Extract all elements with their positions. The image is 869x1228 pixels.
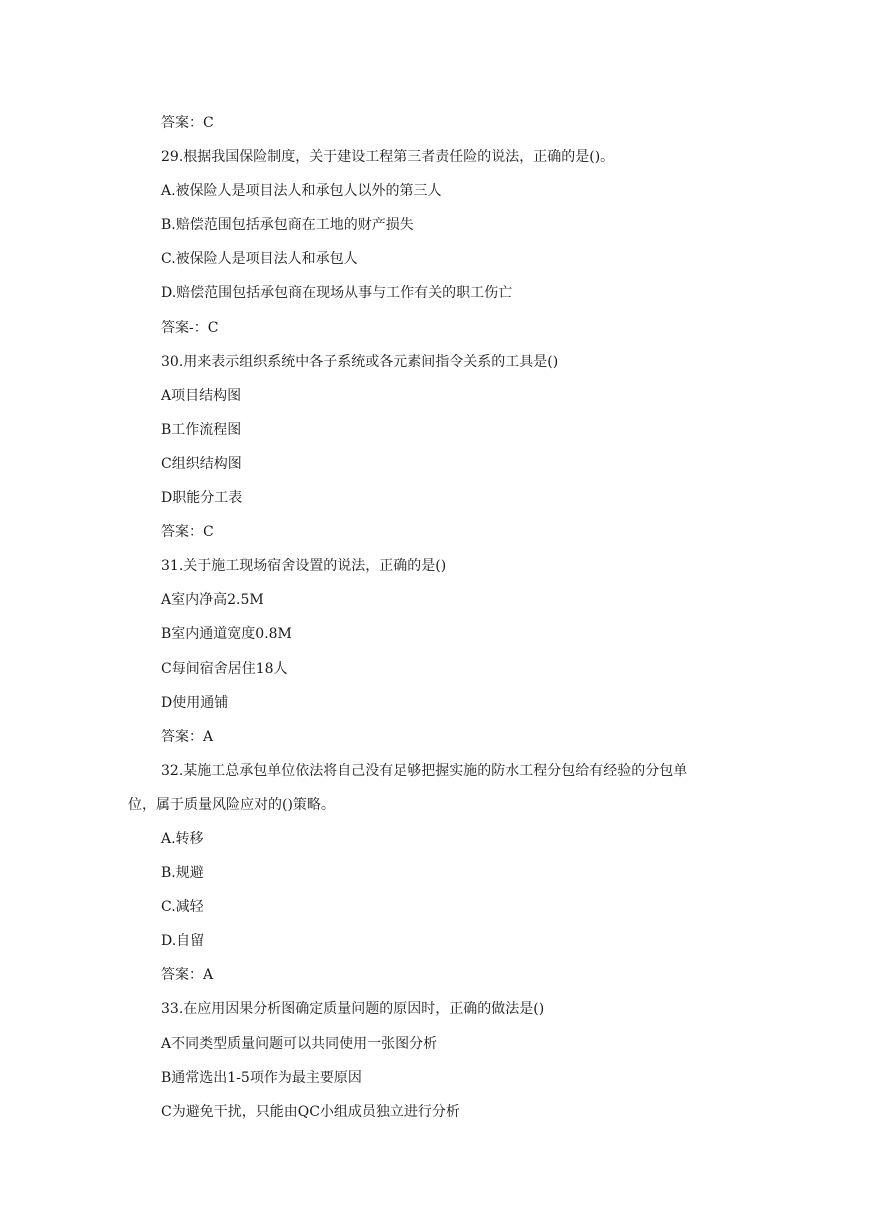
- text-line: 30.用来表示组织系统中各子系统或各元素间指令关系的工具是(): [161, 353, 559, 370]
- text-line: C组织结构图: [161, 455, 242, 472]
- text-line: D.自留: [161, 933, 205, 950]
- text-line: A.转移: [161, 830, 204, 847]
- text-line: D.赔偿范围包括承包商在现场从事与工作有关的职工伤亡: [161, 285, 513, 302]
- text-line: D使用通铺: [161, 694, 229, 711]
- text-line: D职能分工表: [161, 490, 243, 507]
- text-line: 33.在应用因果分析图确定质量问题的原因时，正确的做法是(): [161, 1001, 545, 1018]
- text-line: 32.某施工总承包单位依法将自己没有足够把握实施的防水工程分包给有经验的分包单: [161, 762, 688, 779]
- text-line: A项目结构图: [161, 387, 242, 404]
- text-line: 答案-：C: [161, 319, 219, 336]
- text-line: 答案：A: [161, 728, 214, 745]
- text-line: C.被保险人是项目法人和承包人: [161, 251, 358, 268]
- text-line: A.被保险人是项目法人和承包人以外的第三人: [161, 183, 442, 200]
- text-line: B室内通道宽度0.8M: [161, 626, 292, 643]
- text-line: 29.根据我国保险制度，关于建设工程第三者责任险的说法，正确的是()。: [161, 149, 615, 166]
- text-line: 答案：C: [161, 524, 214, 541]
- text-line: A室内净高2.5M: [161, 592, 264, 609]
- text-line: B.规避: [161, 865, 204, 882]
- text-line: C为避免干扰，只能由QC小组成员独立进行分析: [161, 1103, 460, 1120]
- text-line: B.赔偿范围包括承包商在工地的财产损失: [161, 217, 414, 234]
- text-line: A不同类型质量问题可以共同使用一张图分析: [161, 1035, 438, 1052]
- text-line: C每间宿舍居住18人: [161, 660, 288, 677]
- text-line: 答案：A: [161, 967, 214, 984]
- text-line: B工作流程图: [161, 421, 242, 438]
- text-line: 答案：C: [161, 115, 214, 131]
- text-line: B通常选出1-5项作为最主要原因: [161, 1069, 362, 1086]
- text-line: 31.关于施工现场宿舍设置的说法，正确的是(): [161, 558, 447, 575]
- question-text-block: [128, 110, 742, 1133]
- text-line: 位，属于质量风险应对的()策略。: [128, 796, 335, 813]
- text-line: C.减轻: [161, 899, 204, 916]
